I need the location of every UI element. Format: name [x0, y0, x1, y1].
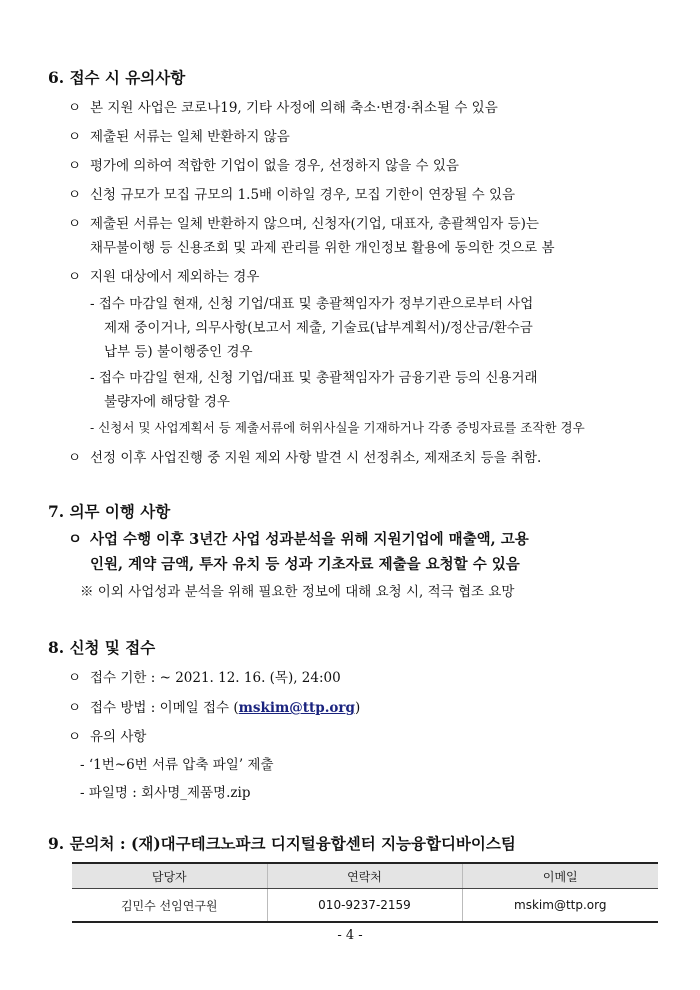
s6-bullet-3: [68, 154, 459, 174]
s7-bullet-1-line-2: 인원, 계약 금액, 투자 유치 등 성과 기초자료 제출을 요청할 수 있음: [90, 556, 520, 573]
header-phone: 연락처: [267, 863, 462, 889]
s8-method-post: ): [354, 700, 361, 716]
s6-dash-2-line-2: 불량자에 해당할 경우: [104, 394, 230, 410]
section-7-title: 7. 의무 이행 사항: [48, 502, 171, 521]
bullet-mark: ㅇ: [68, 670, 82, 686]
cell-contact-person: 김민수 선임연구원: [72, 889, 267, 923]
bullet-mark: ㅇ: [68, 700, 82, 716]
section-6-title: 6. 접수 시 유의사항: [48, 68, 186, 87]
s6-bullet-5: [68, 212, 539, 232]
s6-bullet-6: [68, 265, 259, 285]
cell-email[interactable]: mskim@ttp.org: [462, 889, 658, 923]
s6-dash-1-line-3: 납부 등) 불이행중인 경우: [104, 344, 253, 360]
s6-dash-1-line-1: - 접수 마감일 현재, 신청 기업/대표 및 총괄책임자가 정부기관으로부터 사업: [90, 296, 534, 312]
s8-deadline: [68, 666, 341, 686]
s8-method: [68, 696, 360, 716]
s6-bullet-6-text: 지원 대상에서 제외하는 경우: [90, 269, 260, 285]
bullet-mark: ㅇ: [68, 729, 82, 745]
bullet-mark: ㅇ: [68, 100, 82, 116]
s6-bullet-5-line-1: 제출된 서류는 일체 반환하지 않으며, 신청자(기업, 대표자, 총괄책임자 등)는: [90, 216, 539, 232]
s8-caution-1: - ‘1번~6번 서류 압축 파일’ 제출: [80, 757, 274, 773]
header-contact-person: 담당자: [72, 863, 267, 889]
header-email: 이메일: [462, 863, 658, 889]
s6-bullet-3-text: 평가에 의하여 적합한 기업이 없을 경우, 선정하지 않을 수 있음: [90, 158, 459, 174]
s6-bullet-1-text: 본 지원 사업은 코로나19, 기타 사정에 의해 축소·변경·취소될 수 있음: [90, 100, 498, 116]
s6-bullet-5-line-2: 채무불이행 등 신용조회 및 과제 관리를 위한 개인정보 활용에 동의한 것으로 봄: [90, 240, 555, 256]
s6-bullet-7: [68, 446, 541, 466]
bullet-mark: ㅇ: [68, 129, 82, 145]
s6-bullet-2: [68, 125, 290, 145]
bullet-mark: ㅇ: [68, 158, 82, 174]
contact-email-link[interactable]: mskim@ttp.org: [238, 700, 355, 716]
s6-bullet-2-text: 제출된 서류는 일체 반환하지 않음: [90, 129, 290, 145]
s6-bullet-1: [68, 96, 498, 116]
section-8-title: 8. 신청 및 접수: [48, 638, 156, 657]
contact-table: [72, 862, 658, 923]
s6-bullet-4: [68, 183, 515, 203]
contact-table-header-row: [72, 863, 658, 889]
page-number: - 4 -: [337, 928, 363, 943]
s6-bullet-4-text: 신청 규모가 모집 규모의 1.5배 이하일 경우, 모집 기한이 연장될 수 있음: [90, 187, 516, 203]
s8-caution: [68, 725, 146, 745]
bullet-mark: ㅇ: [68, 450, 82, 466]
s6-dash-1-line-2: 제재 중이거나, 의무사항(보고서 제출, 기술료(납부계획서)/정산금/환수금: [104, 320, 533, 336]
s8-deadline-text: 접수 기한 : ~ 2021. 12. 16. (목), 24:00: [90, 670, 341, 686]
s8-caution-2: - 파일명 : 회사명_제품명.zip: [80, 785, 251, 801]
bullet-mark: ㅇ: [68, 187, 82, 203]
section-9-title: 9. 문의처 : (재)대구테크노파크 디지털융합센터 지능융합디바이스팀: [48, 834, 516, 853]
cell-phone: 010-9237-2159: [267, 889, 462, 923]
table-row: [72, 889, 658, 923]
s8-method-pre: 접수 방법 : 이메일 접수 (: [90, 700, 239, 716]
s6-dash-3: - 신청서 및 사업계획서 등 제출서류에 허위사실을 기재하거나 각종 증빙자료를 조작한 경우: [90, 420, 585, 435]
s6-dash-2-line-1: - 접수 마감일 현재, 신청 기업/대표 및 총괄책임자가 금융기관 등의 신용거래: [90, 370, 538, 386]
bullet-mark: ㅇ: [68, 269, 82, 285]
s8-caution-text: 유의 사항: [90, 729, 147, 745]
s7-bullet-1-line-1: 사업 수행 이후 3년간 사업 성과분석을 위해 지원기업에 매출액, 고용: [90, 531, 529, 548]
s7-bullet-1: [68, 528, 529, 549]
s6-bullet-7-text: 선정 이후 사업진행 중 지원 제외 사항 발견 시 선정취소, 제재조치 등을 취함.: [90, 450, 542, 466]
s7-note: ※ 이외 사업성과 분석을 위해 필요한 정보에 대해 요청 시, 적극 협조 요망: [80, 584, 515, 600]
bullet-mark: ㅇ: [68, 216, 82, 232]
bullet-mark: ㅇ: [68, 531, 83, 548]
